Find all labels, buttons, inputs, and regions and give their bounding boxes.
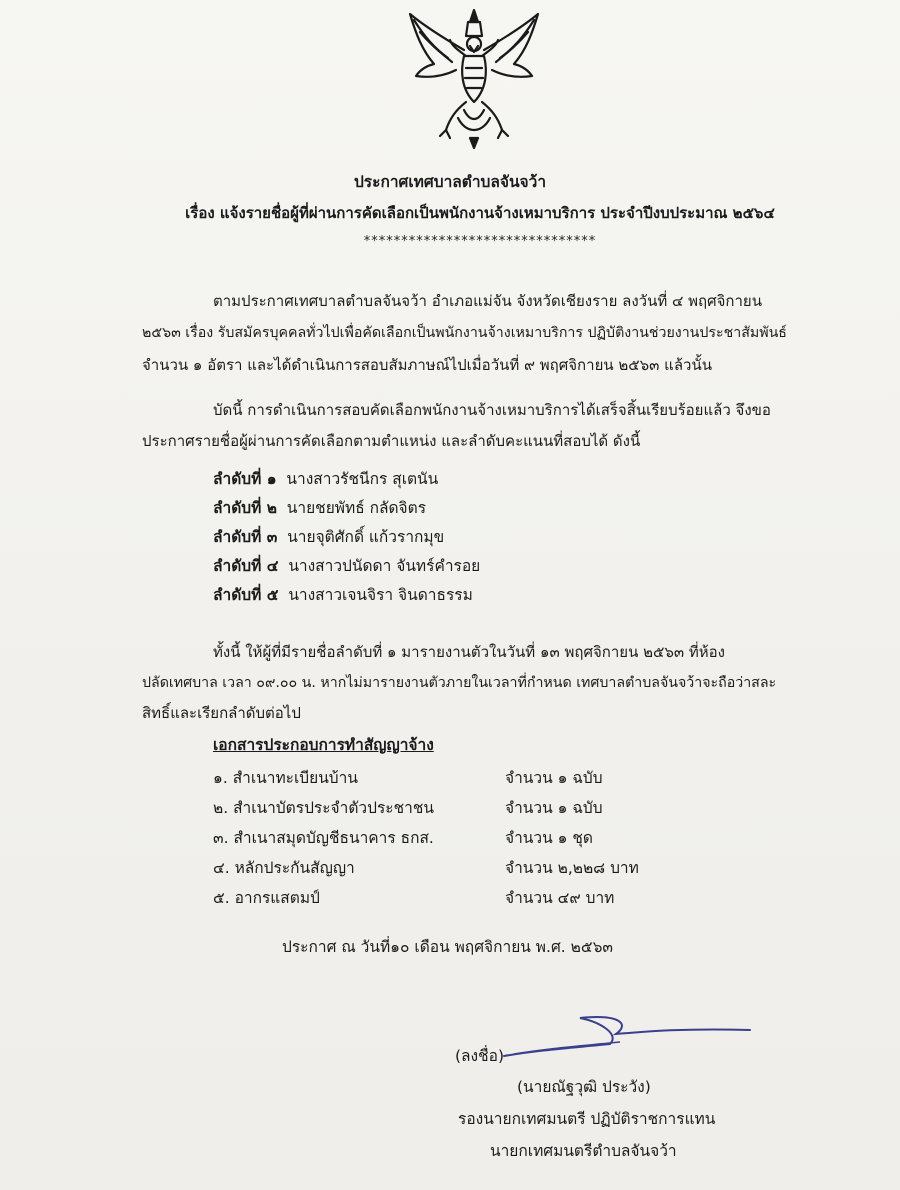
document-item-qty: จำนวน ๒,๒๒๘ บาท [505,859,639,877]
announcement-date: ประกาศ ณ วันที่๑๐ เดือน พฤศจิกายน พ.ศ. ๒๕๖๓ [282,938,614,956]
para2-line2: ประกาศรายชื่อผู้ผ่านการคัดเลือกตามตำแหน่ง และลำดับคะแนนที่สอบได้ ดังนี้ [142,432,641,450]
rank-name: นางสาวเจนจิรา จินดาธรรม [288,586,473,604]
para3-line2: ปลัดเทศบาล เวลา ๐๙.๐๐ น. หากไม่มารายงานตัวภายในเวลาที่กำหนด เทศบาลตำบลจันจว้าจะถือว่าสละ [142,675,777,691]
signer-position-line1: รองนายกเทศมนตรี ปฏิบัติราชการแทน [458,1110,716,1128]
rank-label: ลำดับที่ ๔ [213,557,279,575]
document-item-label: ๕. อากรแสตมป์ [213,889,320,907]
document-item-label: ๑. สำเนาทะเบียนบ้าน [213,769,358,787]
para2-line1: บัดนี้ การดำเนินการสอบคัดเลือกพนักงานจ้างเหมาบริการได้เสร็จสิ้นเรียบร้อยแล้ว จึงขอ [213,401,771,419]
rank-label: ลำดับที่ ๕ [213,586,279,604]
document-item-label: ๓. สำเนาสมุดบัญชีธนาคาร ธกส. [213,829,434,847]
announcement-subject: เรื่อง แจ้งรายชื่อผู้ที่ผ่านการคัดเลือกเป็นพนักงานจ้างเหมาบริการ ประจำปีงบประมาณ ๒๕๖๔ [185,204,775,222]
signer-position-line2: นายกเทศมนตรีตำบลจันจว้า [490,1142,677,1160]
para1-line1: ตามประกาศเทศบาลตำบลจันจว้า อำเภอแม่จัน จังหวัดเชียงราย ลงวันที่ ๔ พฤศจิกายน [213,292,762,310]
rank-label: ลำดับที่ ๒ [213,499,277,517]
document-item-label: ๒. สำเนาบัตรประจำตัวประชาชน [213,799,434,817]
document-item-qty: จำนวน ๑ ฉบับ [505,799,603,817]
para3-line3: สิทธิ์และเรียกลำดับต่อไป [142,704,301,722]
rank-item [213,527,444,547]
signature-label: (ลงชื่อ) [455,1047,504,1065]
documents-heading: เอกสารประกอบการทำสัญญาจ้าง [213,736,434,754]
announcement-title: ประกาศเทศบาลตำบลจันจว้า [353,173,547,191]
garuda-emblem-icon [400,6,548,154]
rank-label: ลำดับที่ ๑ [213,470,277,488]
rank-label: ลำดับที่ ๓ [213,528,278,546]
rank-item [213,585,473,605]
rank-item [213,556,480,576]
separator: ******************************* [363,234,597,249]
para3-line1: ทั้งนี้ ให้ผู้ที่มีรายชื่อลำดับที่ ๑ มารายงานตัวในวันที่ ๑๓ พฤศจิกายน ๒๕๖๓ ที่ห้อง [213,643,725,661]
rank-name: นางสาวรัชนีกร สุเตนัน [286,470,439,488]
document-item-qty: จำนวน ๑ ชุด [505,829,593,847]
rank-item [213,469,438,489]
document-item-qty: จำนวน ๔๙ บาท [505,889,615,907]
signer-name: (นายณัฐวุฒิ ประวัง) [517,1078,651,1096]
para1-line2: ๒๕๖๓ เรื่อง รับสมัครบุคคลทั่วไปเพื่อคัดเลือกเป็นพนักงานจ้างเหมาบริการ ปฏิบัติงานช่วยงานประชาสัมพันธ์ [142,325,787,341]
handwritten-signature [500,1004,760,1064]
document-item-qty: จำนวน ๑ ฉบับ [505,769,603,787]
rank-name: นายชยพัทธ์ กลัดจิตร [286,499,427,517]
rank-item [213,498,426,518]
rank-name: นางสาวปนัดดา จันทร์คำรอย [288,557,481,575]
para1-line3: จำนวน ๑ อัตรา และได้ดำเนินการสอบสัมภาษณ์ไปเมื่อวันที่ ๙ พฤศจิกายน ๒๕๖๓ แล้วนั้น [142,356,712,374]
rank-name: นายจุติศักดิ์ แก้วรากมุข [287,528,445,546]
document-item-label: ๔. หลักประกันสัญญา [213,859,355,877]
